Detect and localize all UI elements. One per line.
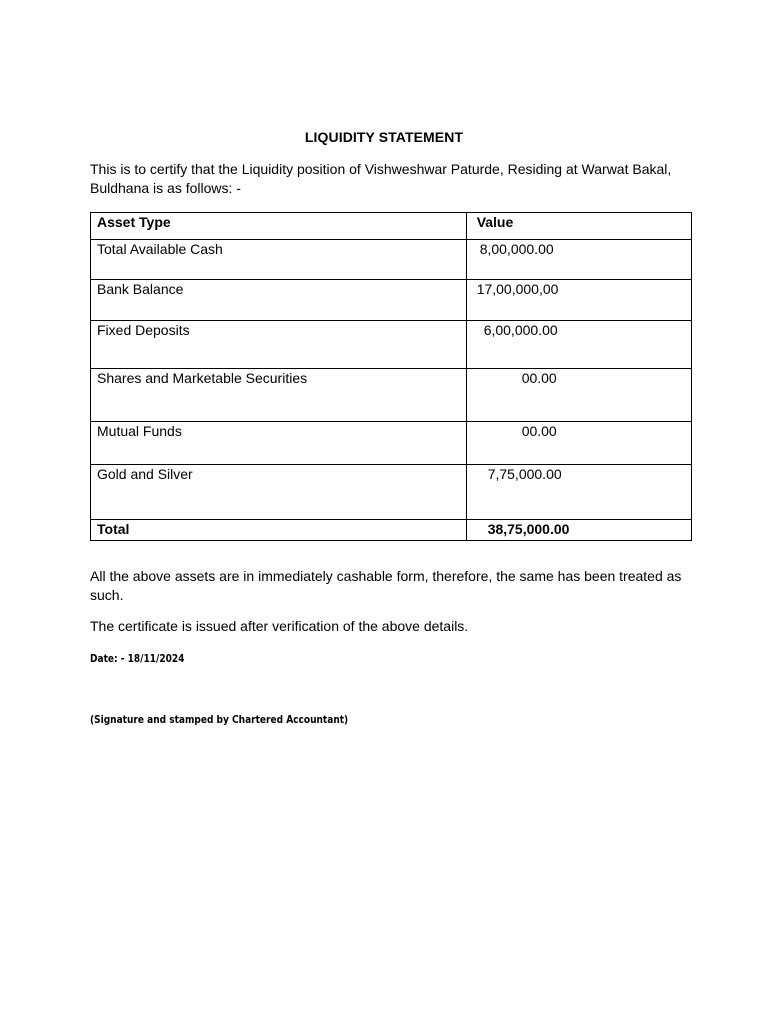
cashable-note: All the above assets are in immediately cashable form, therefore, the same has been treated as such. [90, 568, 682, 603]
value-cell: 00.00 [466, 422, 691, 465]
asset-cell: Mutual Funds [91, 422, 467, 465]
value-cell: 17,00,000,00 [466, 280, 691, 321]
total-label: Total [91, 520, 467, 541]
asset-cell: Gold and Silver [91, 465, 467, 520]
header-value: Value [466, 213, 691, 240]
value-cell: 00.00 [466, 369, 691, 422]
table-row [91, 369, 692, 422]
table-row [91, 321, 692, 369]
table-header-row [91, 213, 692, 240]
issue-date: Date: - 18/11/2024 [90, 652, 185, 665]
asset-cell: Fixed Deposits [91, 321, 467, 369]
asset-cell: Shares and Marketable Securities [91, 369, 467, 422]
table-row [91, 280, 692, 321]
signature-line: (Signature and stamped by Chartered Accountant) [90, 713, 349, 726]
header-asset-type: Asset Type [91, 213, 467, 240]
table-total-row [91, 520, 692, 541]
value-cell: 6,00,000.00 [466, 321, 691, 369]
asset-cell: Total Available Cash [91, 240, 467, 280]
asset-cell: Bank Balance [91, 280, 467, 321]
value-cell: 7,75,000.00 [466, 465, 691, 520]
total-value: 38,75,000.00 [466, 520, 691, 541]
table-row [91, 422, 692, 465]
intro-paragraph: This is to certify that the Liquidity position of Vishweshwar Paturde, Residing at Warwat Bakal, Buldhana is as follows: - [90, 161, 672, 196]
table-row [91, 465, 692, 520]
asset-table [90, 212, 692, 541]
document-title: LIQUIDITY STATEMENT [304, 129, 464, 145]
table-row [91, 240, 692, 280]
value-cell: 8,00,000.00 [466, 240, 691, 280]
verification-note: The certificate is issued after verification of the above details. [90, 618, 469, 634]
